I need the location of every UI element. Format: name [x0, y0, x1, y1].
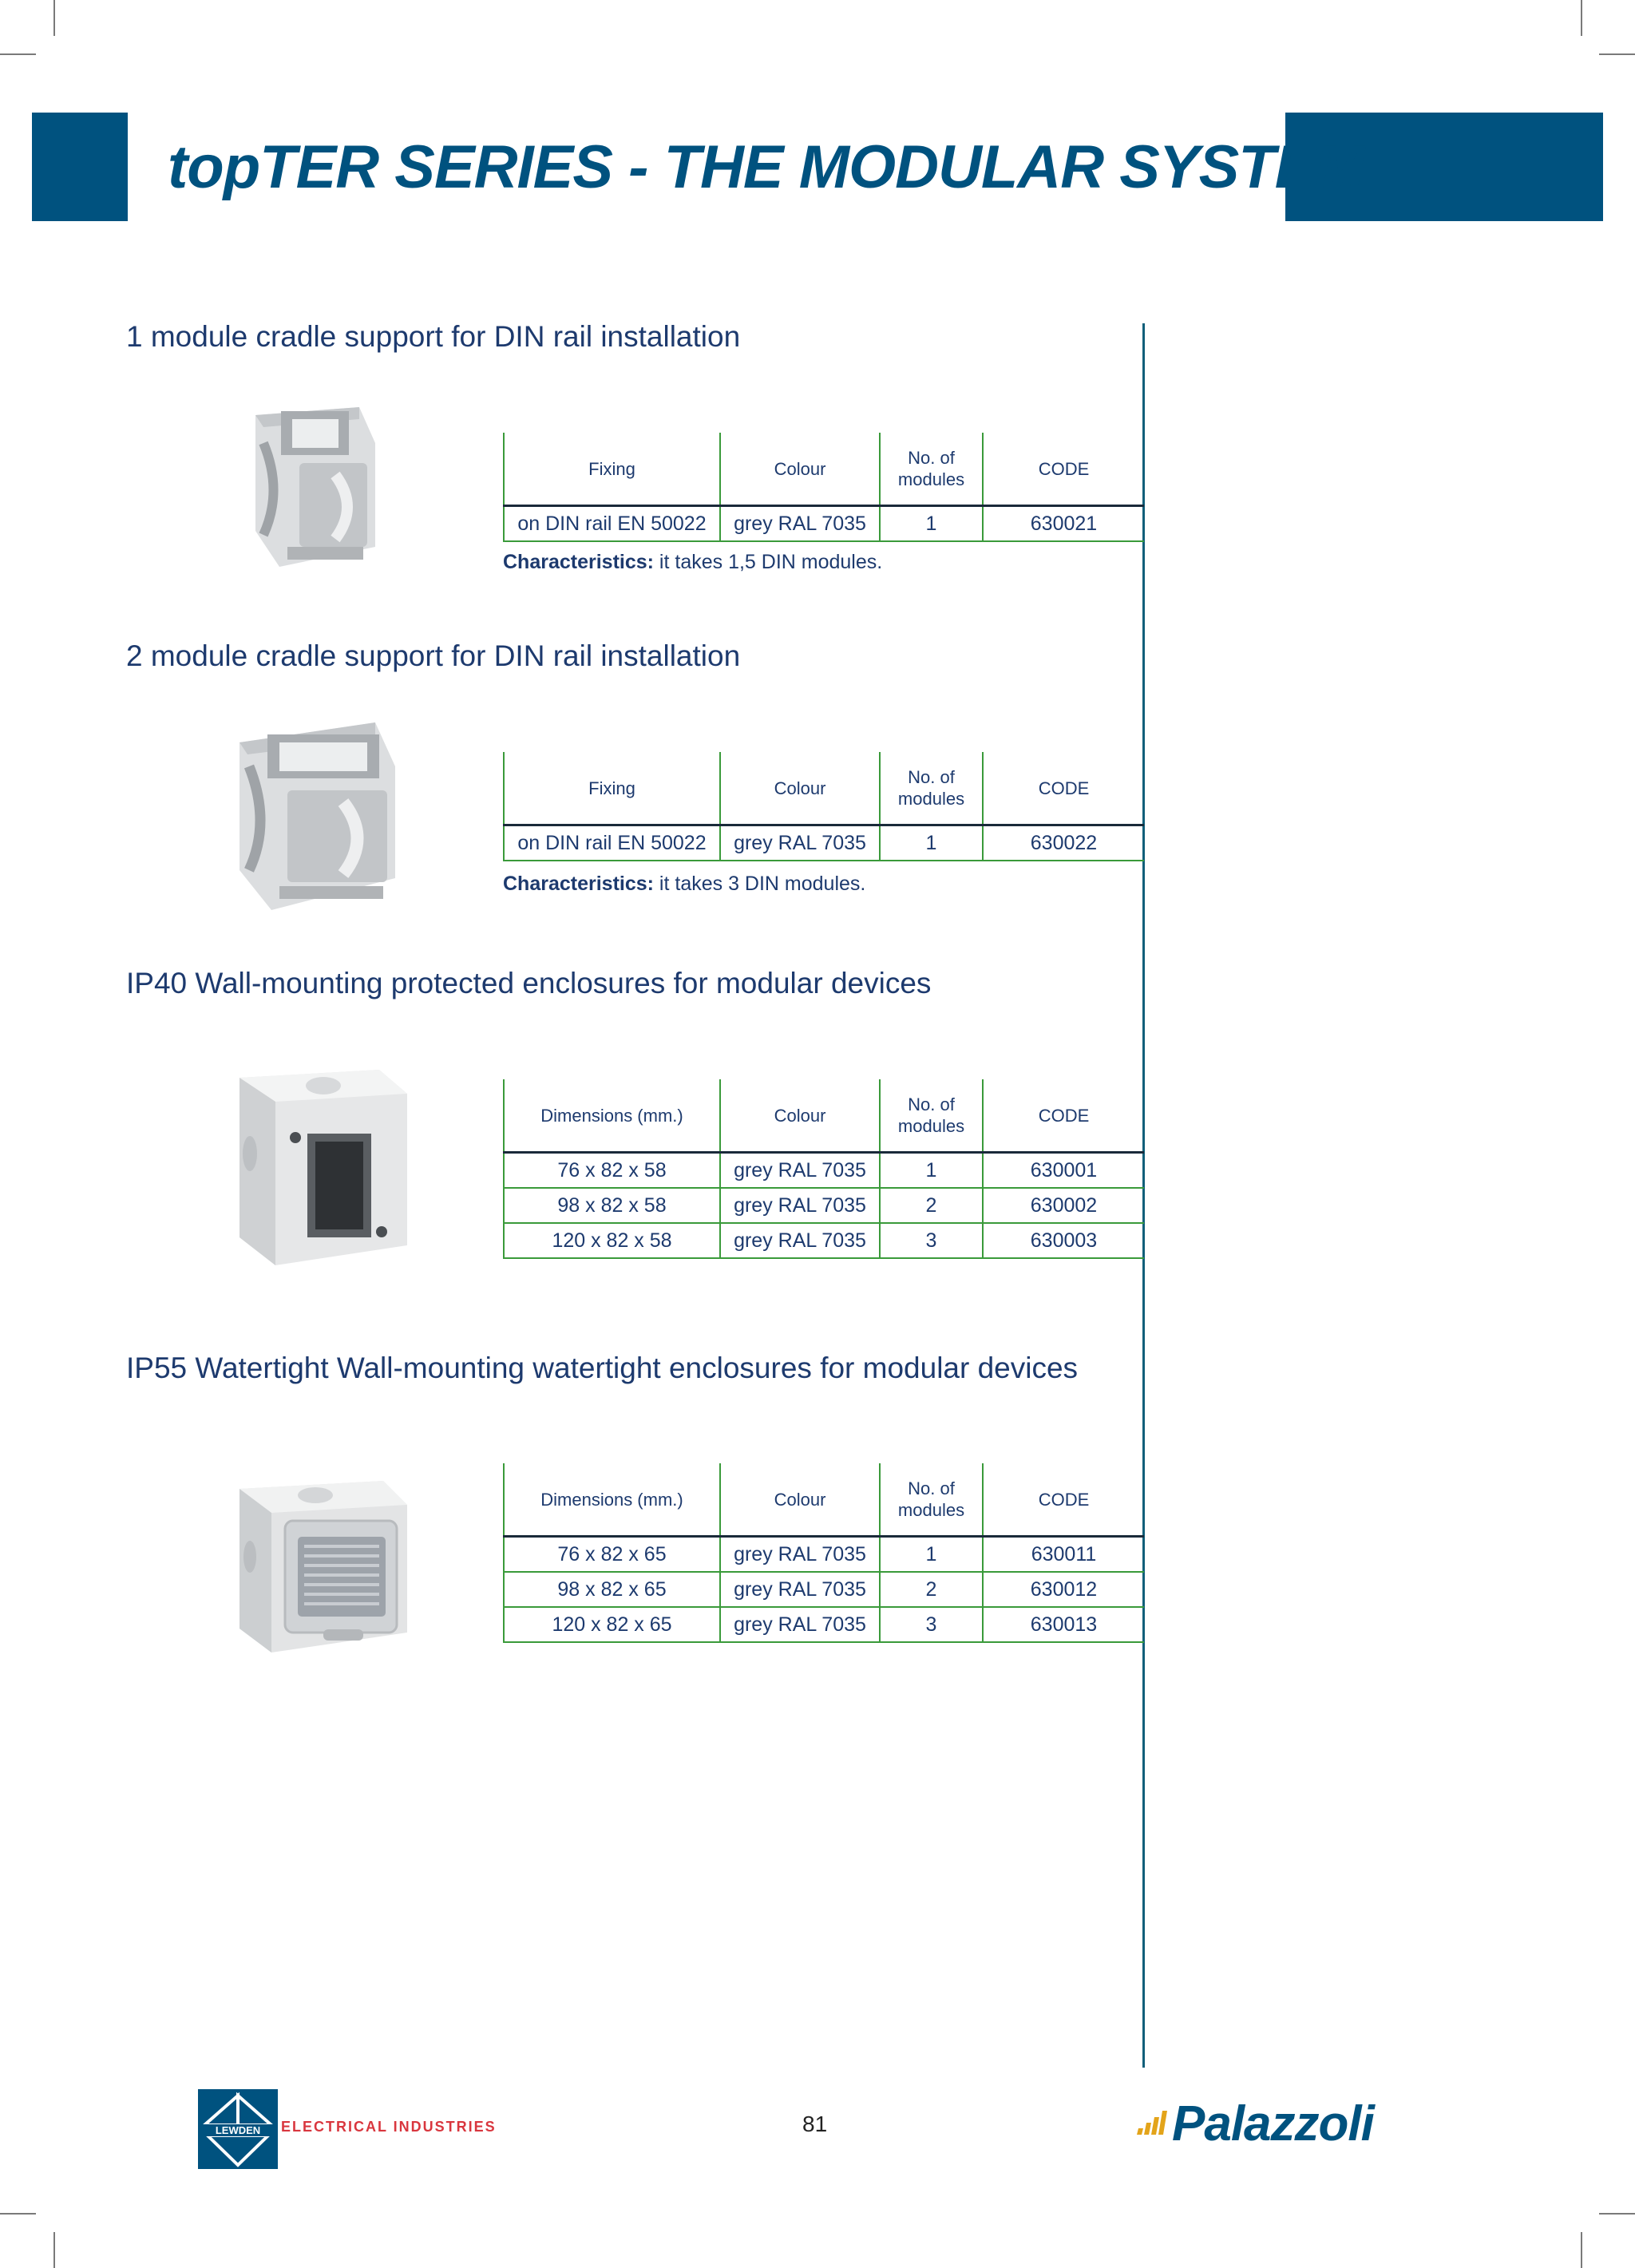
table-row [504, 1607, 1144, 1642]
table-cell: 630021 [983, 506, 1144, 542]
spec-table [503, 1463, 1144, 1643]
lewden-badge-text: LEWDEN [215, 2124, 261, 2136]
characteristics-label: Characteristics: [503, 873, 654, 895]
table-cell: grey RAL 7035 [720, 1572, 880, 1607]
table-cell: grey RAL 7035 [720, 825, 880, 861]
column-header: Colour [720, 1463, 880, 1537]
spec-table [503, 1079, 1144, 1259]
column-header: CODE [983, 1079, 1144, 1153]
table-cell: on DIN rail EN 50022 [504, 825, 720, 861]
table-header-row [504, 433, 1144, 506]
column-header: No. of modules [880, 1079, 983, 1153]
table-cell: grey RAL 7035 [720, 1607, 880, 1642]
crop-mark [1599, 53, 1635, 55]
table-header-row [504, 752, 1144, 825]
table-row [504, 825, 1144, 861]
crop-mark [0, 2213, 36, 2215]
table-cell: 98 x 82 x 65 [504, 1572, 720, 1607]
column-header: Dimensions (mm.) [504, 1463, 720, 1537]
crop-mark [53, 2232, 55, 2268]
table-row [504, 1188, 1144, 1223]
table-cell: 120 x 82 x 65 [504, 1607, 720, 1642]
table-cell: 630003 [983, 1223, 1144, 1258]
characteristics-label: Characteristics: [503, 551, 654, 573]
table-cell: 630001 [983, 1153, 1144, 1189]
table-cell: grey RAL 7035 [720, 1188, 880, 1223]
table-header-row [504, 1463, 1144, 1537]
table-cell: grey RAL 7035 [720, 1223, 880, 1258]
table-cell: grey RAL 7035 [720, 1153, 880, 1189]
palazzoli-logo: Palazzoli [1172, 2096, 1374, 2151]
column-header: Colour [720, 752, 880, 825]
section-heading: 2 module cradle support for DIN rail installation [126, 639, 741, 672]
palazzoli-bars-icon [1135, 2108, 1169, 2135]
crop-mark [0, 53, 36, 55]
table-cell: 3 [880, 1223, 983, 1258]
table-cell: 2 [880, 1188, 983, 1223]
characteristics-note [503, 551, 882, 574]
column-header: CODE [983, 1463, 1144, 1537]
column-header: Colour [720, 1079, 880, 1153]
spec-table [503, 752, 1144, 861]
table-cell: 1 [880, 1153, 983, 1189]
column-header: No. of modules [880, 1463, 983, 1537]
table-cell: grey RAL 7035 [720, 1537, 880, 1573]
table-row [504, 1572, 1144, 1607]
characteristics-text: it takes 3 DIN modules. [653, 873, 866, 895]
table-cell: on DIN rail EN 50022 [504, 506, 720, 542]
column-header: CODE [983, 433, 1144, 506]
table-cell: 3 [880, 1607, 983, 1642]
characteristics-text: it takes 1,5 DIN modules. [653, 551, 883, 573]
lewden-logo [198, 2089, 278, 2169]
table-cell: 1 [880, 1537, 983, 1573]
table-cell: 1 [880, 825, 983, 861]
crop-mark [1581, 0, 1582, 36]
crop-mark [53, 0, 55, 36]
table-row [504, 1153, 1144, 1189]
table-cell: 630013 [983, 1607, 1144, 1642]
cradle-1-module-image [240, 395, 391, 575]
table-cell: 630011 [983, 1537, 1144, 1573]
table-cell: 1 [880, 506, 983, 542]
column-header: Fixing [504, 752, 720, 825]
characteristics-note [503, 873, 865, 896]
table-header-row [504, 1079, 1144, 1153]
header-bar-left [32, 113, 128, 221]
table-row [504, 1537, 1144, 1573]
spec-table [503, 433, 1144, 542]
table-row [504, 1223, 1144, 1258]
table-cell: 2 [880, 1572, 983, 1607]
section-heading: 1 module cradle support for DIN rail installation [126, 320, 741, 353]
column-header: Fixing [504, 433, 720, 506]
column-header: No. of modules [880, 752, 983, 825]
column-header: CODE [983, 752, 1144, 825]
table-cell: 98 x 82 x 58 [504, 1188, 720, 1223]
ip40-enclosure-image [228, 1066, 415, 1269]
table-cell: grey RAL 7035 [720, 506, 880, 542]
table-cell: 630022 [983, 825, 1144, 861]
section-heading: IP55 Watertight Wall-mounting watertight enclosures for modular devices [126, 1352, 1079, 1384]
cradle-2-module-image [224, 710, 415, 918]
table-cell: 76 x 82 x 58 [504, 1153, 720, 1189]
column-header: Dimensions (mm.) [504, 1079, 720, 1153]
column-header: Colour [720, 433, 880, 506]
table-cell: 630012 [983, 1572, 1144, 1607]
section-heading: IP40 Wall-mounting protected enclosures for modular devices [126, 967, 932, 999]
ip55-enclosure-image [228, 1473, 415, 1656]
table-cell: 630002 [983, 1188, 1144, 1223]
page-number: 81 [802, 2112, 828, 2136]
table-cell: 76 x 82 x 65 [504, 1537, 720, 1573]
crop-mark [1599, 2213, 1635, 2215]
crop-mark [1581, 2232, 1582, 2268]
table-row [504, 506, 1144, 542]
page-title: topTER SERIES - THE MODULAR SYSTEM [168, 133, 1364, 201]
column-header: No. of modules [880, 433, 983, 506]
table-cell: 120 x 82 x 58 [504, 1223, 720, 1258]
lewden-label: ELECTRICAL INDUSTRIES [281, 2119, 497, 2135]
